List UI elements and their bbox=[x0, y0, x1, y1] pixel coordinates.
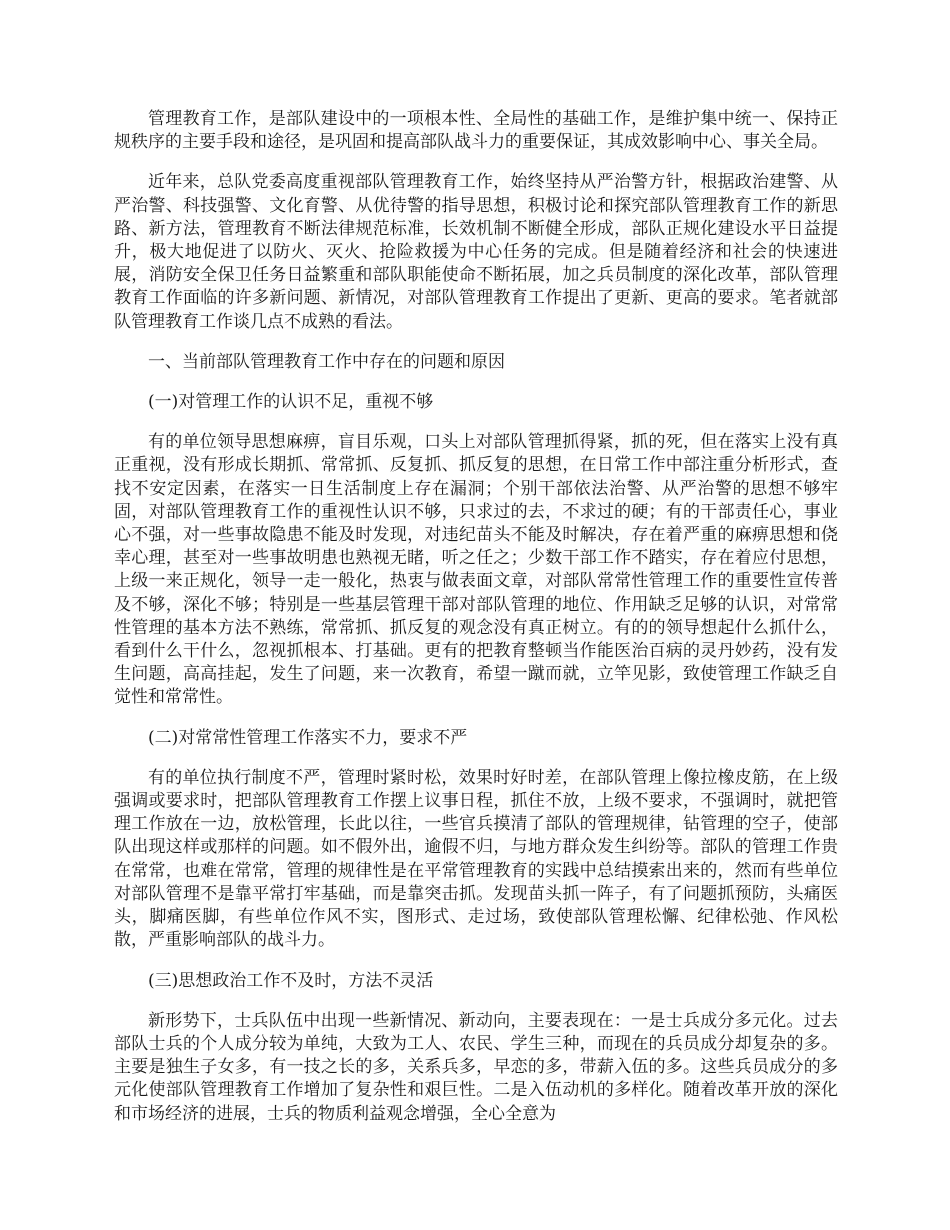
subsection-1-paragraph: 有的单位领导思想麻痹，盲目乐观，口头上对部队管理抓得紧，抓的死，但在落实上没有真正重视，没有形成长期抓、常常抓、反复抓、抓反复的思想，在日常工作中部注重分析形式，查找不安定因素，在落实一日生活制度上存在漏洞；个别干部依法治警、从严治警的思想不够牢固，对部队管理教育工作的重视性认识不够，只求过的去，不求过的硬；有的干部责任心，事业心不强，对一些事故隐患不能及时发现，对违纪苗头不能及时解决，存在着严重的麻痹思想和侥幸心理，甚至对一些事故明患也熟视无睹，听之任之；少数干部工作不踏实，存在着应付思想，上级一来正规化，领导一走一般化，热衷与做表面文章，对部队常常性管理工作的重要性宣传普及不够，深化不够；特别是一些基层管理干部对部队管理的地位、作用缺乏足够的认识，对常常性管理的基本方法不熟练，常常抓、抓反复的观念没有真正树立。有的的领导想起什么抓什么，看到什么干什么，忽视抓根本、打基础。更有的把教育整顿当作能医治百病的灵丹妙药，没有发生问题，高高挂起，发生了问题，来一次教育，希望一蹴而就，立竿见影，致使管理工作缺乏自觉性和常常性。 bbox=[114, 432, 838, 708]
document-body bbox=[114, 108, 838, 1143]
background-paragraph: 近年来，总队党委高度重视部队管理教育工作，始终坚持从严治警方针，根据政治建警、从严治警、科技强警、文化育警、从优待警的指导思想，积极讨论和探究部队管理教育工作的新思路、新方法，管理教育不断法律规范标准，长效机制不断健全形成，部队正规化建设水平日益提升，极大地促进了以防火、灭火、抢险救援为中心任务的完成。但是随着经济和社会的快速进展，消防安全保卫任务日益繁重和部队职能使命不断拓展，加之兵员制度的深化改革，部队管理教育工作面临的许多新问题、新情况，对部队管理教育工作提出了更新、更高的要求。笔者就部队管理教育工作谈几点不成熟的看法。 bbox=[114, 172, 838, 332]
intro-paragraph: 管理教育工作，是部队建设中的一项根本性、全局性的基础工作，是维护集中统一、保持正规秩序的主要手段和途径，是巩固和提高部队战斗力的重要保证，其成效影响中心、事关全局。 bbox=[114, 109, 838, 153]
subsection-heading-3: (三)思想政治工作不及时，方法不灵活 bbox=[148, 970, 434, 991]
subsection-heading-2: (二)对常常性管理工作落实不力，要求不严 bbox=[148, 727, 468, 748]
subsection-2-paragraph: 有的单位执行制度不严，管理时紧时松，效果时好时差，在部队管理上像拉橡皮筋，在上级强调或要求时，把部队管理教育工作摆上议事日程，抓住不放，上级不要求，不强调时，就把管理工作放在一边，放松管理，长此以往，一些官兵摸清了部队的管理规律，钻管理的空子，使部队出现这样或那样的问题。如不假外出，逾假不归，与地方群众发生纠纷等。部队的管理工作贵在常常，也难在常常，管理的规律性是在平常管理教育的实践中总结摸索出来的，然而有些单位对部队管理不是靠平常打牢基础，而是靠突击抓。发现苗头抓一阵子，有了问题抓预防，头痛医头，脚痛医脚，有些单位作风不实，图形式、走过场，致使部队管理松懈、纪律松弛、作风松散，严重影响部队的战斗力。 bbox=[114, 767, 838, 951]
subsection-heading-1: (一)对管理工作的认识不足，重视不够 bbox=[148, 392, 434, 413]
section-heading-problems: 一、当前部队管理教育工作中存在的问题和原因 bbox=[148, 351, 505, 372]
subsection-3-paragraph: 新形势下，士兵队伍中出现一些新情况、新动向，主要表现在：一是士兵成分多元化。过去部队士兵的个人成分较为单纯，大致为工人、农民、学生三种，而现在的兵员成分却复杂的多。主要是独生子女多，有一技之长的多，关系兵多，早恋的多，带薪入伍的多。这些兵员成分的多元化使部队管理教育工作增加了复杂性和艰巨性。二是入伍动机的多样化。随着改革开放的深化和市场经济的进展，士兵的物质利益观念增强，全心全意为 bbox=[114, 1010, 838, 1124]
